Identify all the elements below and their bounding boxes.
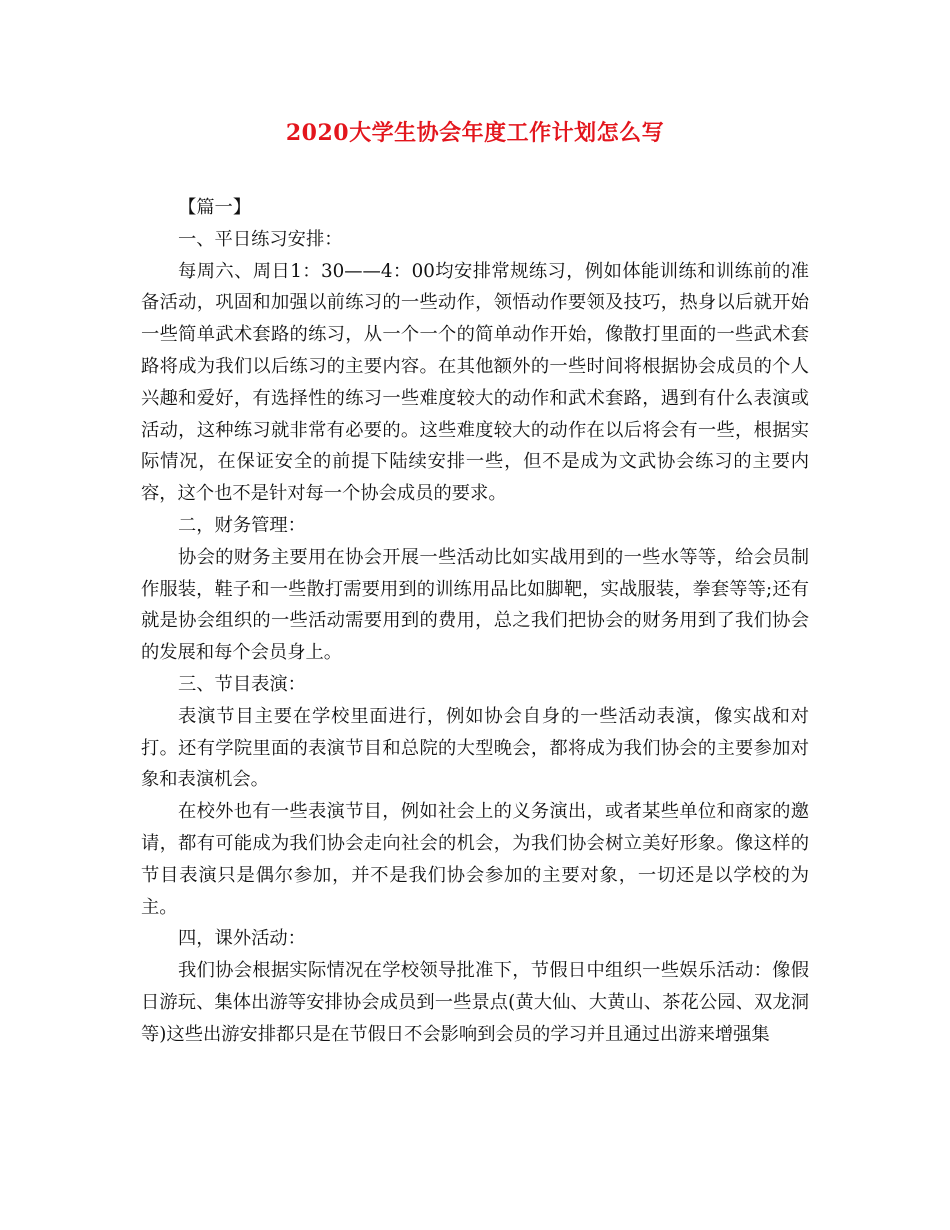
paragraph-performance-campus: 表演节目主要在学校里面进行，例如协会自身的一些活动表演，像实战和对打。还有学院里面的表演节目和总院的大型晚会，都将成为我们协会的主要参加对象和表演机会。 xyxy=(141,705,809,791)
document-title: 2020大学生协会年度工作计划怎么写 xyxy=(285,120,665,146)
paragraph-activities: 我们协会根据实际情况在学校领导批准下，节假日中组织一些娱乐活动：像假日游玩、集体出游等安排协会成员到一些景点(黄大仙、大黄山、茶花公园、双龙洞等)这些出游安排都只是在节假日不会影响到会员的学习并且通过出游来增强集 xyxy=(141,960,809,1045)
paragraph-practice: 每周六、周日1：30——4：00均安排常规练习，例如体能训练和训练前的准备活动，巩固和加强以前练习的一些动作，领悟动作要领及技巧，热身以后就开始一些简单武术套路的练习，从一个一个的简单动作开始，像散打里面的一些武术套路将成为我们以后练习的主要内容。在其他额外的一些时间将根据协会成员的个人兴趣和爱好，有选择性的练习一些难度较大的动作和武术套路，遇到有什么表演或活动，这种练习就非常有必要的。这些难度较大的动作在以后将会有一些，根据实际情况，在保证安全的前提下陆续安排一些，但不是成为文武协会练习的主要内容，这个也不是针对每一个协会成员的要求。 xyxy=(141,260,809,505)
document-body xyxy=(141,192,809,1051)
heading-practice: 一、平日练习安排： xyxy=(178,228,343,250)
heading-performance: 三、节目表演： xyxy=(178,673,306,695)
paragraph-performance-offcampus: 在校外也有一些表演节目，例如社会上的义务演出，或者某些单位和商家的邀请，都有可能成为我们协会走向社会的机会，为我们协会树立美好形象。像这样的节目表演只是偶尔参加，并不是我们协会参加的主要对象，一切还是以学校的为主。 xyxy=(141,801,809,918)
heading-finance: 二，财务管理： xyxy=(178,514,306,536)
heading-activities: 四，课外活动： xyxy=(178,928,306,950)
paragraph-finance: 协会的财务主要用在协会开展一些活动比如实战用到的一些水等等，给会员制作服装，鞋子和一些散打需要用到的训练用品比如脚靶，实战服装，拳套等等;还有就是协会组织的一些活动需要用到的费用，总之我们把协会的财务用到了我们协会的发展和每个会员身上。 xyxy=(141,546,809,664)
section-label: 【篇一】 xyxy=(178,197,252,218)
